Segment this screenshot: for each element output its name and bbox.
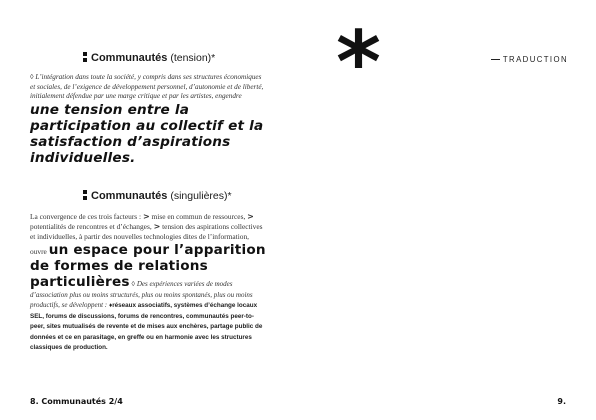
- arrow-icon: >: [142, 212, 150, 221]
- section-title: Communautés: [91, 190, 168, 202]
- section-title: Communautés: [91, 52, 168, 64]
- section-body-tension: [30, 73, 266, 166]
- traduction-label: [491, 55, 568, 64]
- arrow-icon: >: [247, 212, 254, 221]
- emphasis-statement: une tension entre la participation au collectif et la satisfaction d’aspirations individuelles.: [30, 101, 264, 166]
- diamond-icon: ♦: [108, 302, 113, 310]
- section-qualifier: (singulières)*: [170, 190, 232, 202]
- factor-item: potentialités de rencontres et d’échanges,: [30, 222, 152, 231]
- page-folio-left: 8. Communautés 2/4: [30, 397, 123, 406]
- section-body-singulieres: [30, 212, 266, 352]
- colon-marker-icon: [83, 52, 87, 62]
- examples-list: réseaux associatifs, systèmes d’échange locaux SEL, forums de discussions, forums de rencontres, communautés peer-to-peer, sites mutualisés de revente et de mises aux enchères, partage public de données et ce en parasitage, en greffe ou en harmonie avec les structures classiques de production.: [30, 302, 263, 352]
- right-page: [298, 0, 596, 420]
- intro-text: La convergence de ces trois facteurs :: [30, 212, 142, 221]
- page-folio-right: 9.: [557, 397, 566, 406]
- section-qualifier: (tension)*: [170, 52, 216, 64]
- emphasis-statement: un espace pour l’apparition de formes de relations particulières: [30, 242, 266, 290]
- italic-paragraph: Des expériences variées de modes d’association plus ou moins structurés, plus ou moins spontanés, plus ou moins productifs, se développent :: [30, 280, 253, 310]
- italic-paragraph: L’intégration dans toute la société, y compris dans ses structures économiques et sociales, de l’exigence de développement personnel, d’autonomie et de liberté, initialement défendue par une marge critique et par les artistes, engendre: [30, 73, 264, 101]
- lozenge-icon: ◊: [30, 73, 34, 81]
- factor-item: mise en commun de ressources,: [151, 212, 246, 221]
- section-heading-singulieres: [83, 190, 232, 202]
- arrow-icon: >: [153, 222, 161, 231]
- lozenge-icon: ◊: [131, 280, 135, 288]
- section-heading-tension: [83, 52, 215, 64]
- rule-divider: [491, 59, 500, 60]
- colon-marker-icon: [83, 190, 87, 200]
- traduction-text: TRADUCTION: [502, 55, 568, 64]
- factor-item: tension des aspirations collectives et individuelles, à partir des nouvelles technologies dites de l’information, ouvre: [30, 222, 263, 256]
- asterisk-icon: *: [336, 13, 381, 113]
